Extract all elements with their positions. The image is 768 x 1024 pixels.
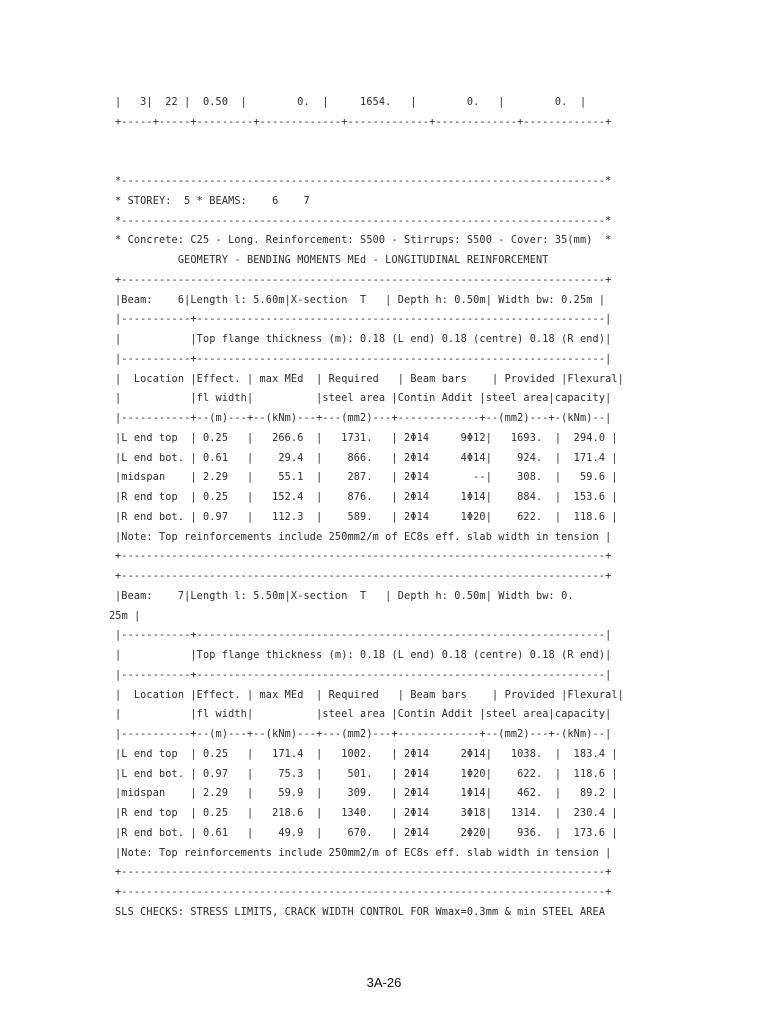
- table-row: |L end bot. | 0.61 | 29.4 | 866. | 2Φ14 4Φ14| 924. | 171.4 |: [115, 452, 618, 464]
- section-header-border: *-----------------------------------------------------------------------------*: [115, 176, 612, 187]
- page-number: 3A-26: [366, 975, 402, 990]
- beam-7-geometry-row: |Beam: 7|Length l: 5.50m|X-section T | Depth h: 0.50m| Width bw: 0.: [115, 590, 574, 602]
- table-border: +-----------------------------------------------------------------------------+: [115, 551, 612, 563]
- table-border: +-----------------------------------------------------------------------------+: [115, 887, 612, 898]
- section-title: GEOMETRY - BENDING MOMENTS MEd - LONGITUDINAL REINFORCEMENT: [115, 255, 549, 266]
- beam-6-geometry-row: |Beam: 6|Length l: 5.60m|X-section T | Depth h: 0.50m| Width bw: 0.25m |: [115, 294, 606, 306]
- table-divider: |-----------+-----------------------------------------------------------------|: [115, 314, 612, 326]
- program-output-listing: [109, 93, 675, 923]
- sls-checks-heading: SLS CHECKS: STRESS LIMITS, CRACK WIDTH CONTROL FOR Wmax=0.3mm & min STEEL AREA: [115, 906, 606, 918]
- storey-beams-heading: * STOREY: 5 * BEAMS: 6 7: [115, 195, 310, 207]
- table-row: |R end bot. | 0.97 | 112.3 | 589. | 2Φ14 1Φ20| 622. | 118.6 |: [115, 511, 618, 523]
- table-row: |L end bot. | 0.97 | 75.3 | 501. | 2Φ14 1Φ20| 622. | 118.6 |: [115, 768, 618, 780]
- table-header-row: | Location |Effect. | max MEd | Required | Beam bars | Provided |Flexural|: [115, 373, 624, 385]
- table-row: |R end bot. | 0.61 | 49.9 | 670. | 2Φ14 2Φ20| 936. | 173.6 |: [115, 827, 618, 839]
- beam-7-flange-thickness-row: | |Top flange thickness (m): 0.18 (L end) 0.18 (centre) 0.18 (R end)|: [115, 650, 612, 661]
- table-border: +-----------------------------------------------------------------------------+: [115, 571, 612, 582]
- table-divider: |-----------+-----------------------------------------------------------------|: [115, 353, 612, 365]
- table-row: |midspan | 2.29 | 59.9 | 309. | 2Φ14 1Φ14| 462. | 89.2 |: [115, 788, 618, 800]
- table-divider: |-----------+-----------------------------------------------------------------|: [115, 630, 612, 642]
- table-note: |Note: Top reinforcements include 250mm2/m of EC8s eff. slab width in tension |: [115, 531, 612, 543]
- table-row: |R end top | 0.25 | 152.4 | 876. | 2Φ14 1Φ14| 884. | 153.6 |: [115, 492, 618, 503]
- table-border: +-----+-----+---------+-------------+-------------+-------------+-------------+: [115, 116, 612, 128]
- table-header-row: | |fl width| |steel area |Contin Addit |steel area|capacity|: [115, 393, 612, 405]
- table-note: |Note: Top reinforcements include 250mm2/m of EC8s eff. slab width in tension |: [115, 847, 612, 859]
- blank-line: [115, 152, 675, 172]
- table-row-storey3-beam-continuation: | 3| 22 | 0.50 | 0. | 1654. | 0. | 0. |: [115, 97, 587, 108]
- section-header-border: *-----------------------------------------------------------------------------*: [115, 215, 612, 227]
- table-divider: |-----------+-----------------------------------------------------------------|: [115, 669, 612, 681]
- beam-7-geometry-row-wrap: 25m |: [109, 610, 141, 622]
- table-header-row: | |fl width| |steel area |Contin Addit |steel area|capacity|: [115, 709, 612, 721]
- table-row: |midspan | 2.29 | 55.1 | 287. | 2Φ14 --| 308. | 59.6 |: [115, 472, 618, 484]
- table-row: |L end top | 0.25 | 171.4 | 1002. | 2Φ14 2Φ14| 1038. | 183.4 |: [115, 748, 618, 760]
- table-units-row: |-----------+--(m)---+--(kNm)---+---(mm2)---+-------------+--(mm2)---+-(kNm)--|: [115, 413, 612, 424]
- materials-line: * Concrete: C25 - Long. Reinforcement: S500 - Stirrups: S500 - Cover: 35(mm) *: [115, 235, 612, 247]
- table-header-row: | Location |Effect. | max MEd | Required | Beam bars | Provided |Flexural|: [115, 689, 624, 701]
- table-row: |R end top | 0.25 | 218.6 | 1340. | 2Φ14 3Φ18| 1314. | 230.4 |: [115, 808, 618, 819]
- beam-6-flange-thickness-row: | |Top flange thickness (m): 0.18 (L end) 0.18 (centre) 0.18 (R end)|: [115, 334, 612, 345]
- table-row: |L end top | 0.25 | 266.6 | 1731. | 2Φ14 9Φ12| 1693. | 294.0 |: [115, 432, 618, 444]
- table-border: +-----------------------------------------------------------------------------+: [115, 274, 612, 286]
- blank-line: [115, 133, 675, 153]
- table-units-row: |-----------+--(m)---+--(kNm)---+---(mm2)---+-------------+--(mm2)---+-(kNm)--|: [115, 729, 612, 740]
- table-border: +-----------------------------------------------------------------------------+: [115, 867, 612, 879]
